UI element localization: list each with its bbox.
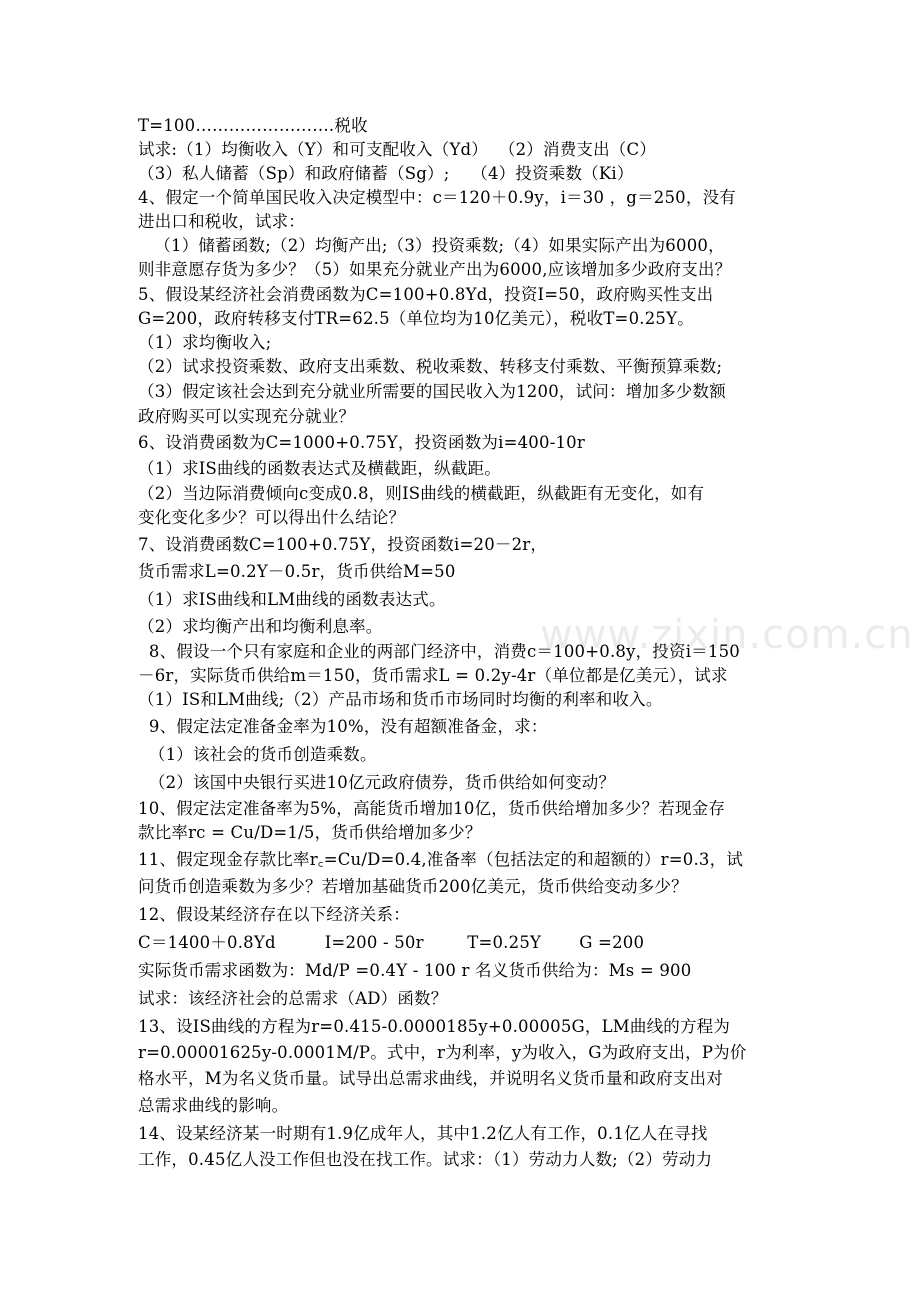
text-line: －6r，实际货币供给m＝150，货币需求L = 0.2y-4r（单位都是亿美元），试求 [138, 666, 728, 685]
question-13-line: 13、设IS曲线的方程为r=0.415-0.0000185y+0.00005G，LM曲线的方程为 [138, 1017, 731, 1036]
text-line: （1）求IS曲线的函数表达式及横截距，纵截距。 [138, 459, 501, 478]
text-line: 货币需求L=0.2Y－0.5r，货币供给M=50 [138, 562, 456, 581]
text-line: 则非意愿存货为多少？（5）如果充分就业产出为6000,应该增加多少政府支出？ [138, 260, 732, 279]
text-line: C＝1400＋0.8Yd I=200 - 50r T=0.25Y G =200 [138, 933, 645, 952]
text-line: （1）该社会的货币创造乘数。 [138, 745, 377, 764]
text-line: 变化变化多少？可以得出什么结论？ [138, 508, 406, 527]
text-line: r=0.00001625y-0.0001M/P。式中，r为利率，y为收入，G为政府支出，P为价 [138, 1043, 747, 1062]
text-line: （3）私人储蓄（Sp）和政府储蓄（Sg）; （4）投资乘数（Ki） [138, 164, 634, 183]
text-line: 款比率rc = Cu/D=1/5，货币供给增加多少？ [138, 823, 482, 842]
question-9-line: 9、假定法定准备金率为10%，没有超额准备金，求： [138, 717, 548, 736]
question-5-line: 5、假设某经济社会消费函数为C=100+0.8Yd，投资I=50，政府购买性支出 [138, 285, 714, 304]
question-12-line: 12、假设某经济存在以下经济关系： [138, 905, 410, 924]
text-line: 问货币创造乘数为多少？若增加基础货币200亿美元，货币供给变动多少？ [138, 877, 688, 896]
text-line: 试求:（1）均衡收入（Y）和可支配收入（Yd） （2）消费支出（C） [138, 140, 657, 159]
text-line: （1）储蓄函数;（2）均衡产出;（3）投资乘数;（4）如果实际产出为6000， [138, 236, 725, 255]
question-7-line: 7、设消费函数C=100+0.75Y，投资函数i=20－2r， [138, 535, 548, 554]
text-line: 政府购买可以实现充分就业？ [138, 407, 356, 426]
text-line: （3）假定该社会达到充分就业所需要的国民收入为1200，试问：增加多少数额 [138, 382, 726, 401]
text-line: 工作，0.45亿人没工作但也没在找工作。试求：（1）劳动力人数;（2）劳动力 [138, 1150, 713, 1169]
text-line: （2）试求投资乘数、政府支出乘数、税收乘数、转移支付乘数、平衡预算乘数; [138, 357, 723, 376]
text-line: （2）求均衡产出和均衡利息率。 [138, 617, 383, 636]
text-line: 格水平，M为名义货币量。试导出总需求曲线，并说明名义货币量和政府支出对 [138, 1069, 723, 1088]
text-line: （1）IS和LM曲线;（2）产品市场和货币市场同时均衡的利率和收入。 [138, 690, 663, 709]
question-6-line: 6、设消费函数为C=1000+0.75Y，投资函数为i=400-10r [138, 433, 585, 452]
text-line: （2）当边际消费倾向c变成0.8，则IS曲线的横截距，纵截距有无变化，如有 [138, 484, 705, 503]
watermark: www.zixin.com.cn [540, 612, 914, 658]
question-10-line: 10、假定法定准备率为5%，高能货币增加10亿，货币供给增加多少？若现金存 [138, 799, 726, 818]
text-line: （1）求IS曲线和LM曲线的函数表达式。 [138, 590, 446, 609]
question-4-line: 4、假定一个简单国民收入决定模型中：c＝120＋0.9y，i＝30 ，g＝250，没有 [138, 188, 736, 207]
text-line: 实际货币需求函数为：Md/P =0.4Y - 100 r 名义货币供给为：Ms = 900 [138, 961, 692, 980]
text-line: G=200，政府转移支付TR=62.5（单位均为10亿美元），税收T=0.25Y。 [138, 309, 694, 328]
text-line: （2）该国中央银行买进10亿元政府债券，货币供给如何变动？ [138, 773, 616, 792]
question-8-line: 8、假设一个只有家庭和企业的两部门经济中，消费c＝100+0.8y，投资i＝150 [138, 642, 740, 661]
text-line: T=100…………………….税收 [138, 116, 368, 135]
question-11-line: 11、假定现金存款比率r꜀=Cu/D=0.4,准备率（包括法定的和超额的）r=0.3，试 [138, 850, 744, 869]
text-line: （1）求均衡收入; [138, 333, 272, 352]
question-14-line: 14、设某经济某一时期有1.9亿成年人，其中1.2亿人有工作，0.1亿人在寻找 [138, 1124, 708, 1143]
text-line: 总需求曲线的影响。 [138, 1096, 289, 1115]
text-line: 试求：该经济社会的总需求（AD）函数？ [138, 989, 448, 1008]
text-line: 进出口和税收，试求： [138, 212, 305, 231]
